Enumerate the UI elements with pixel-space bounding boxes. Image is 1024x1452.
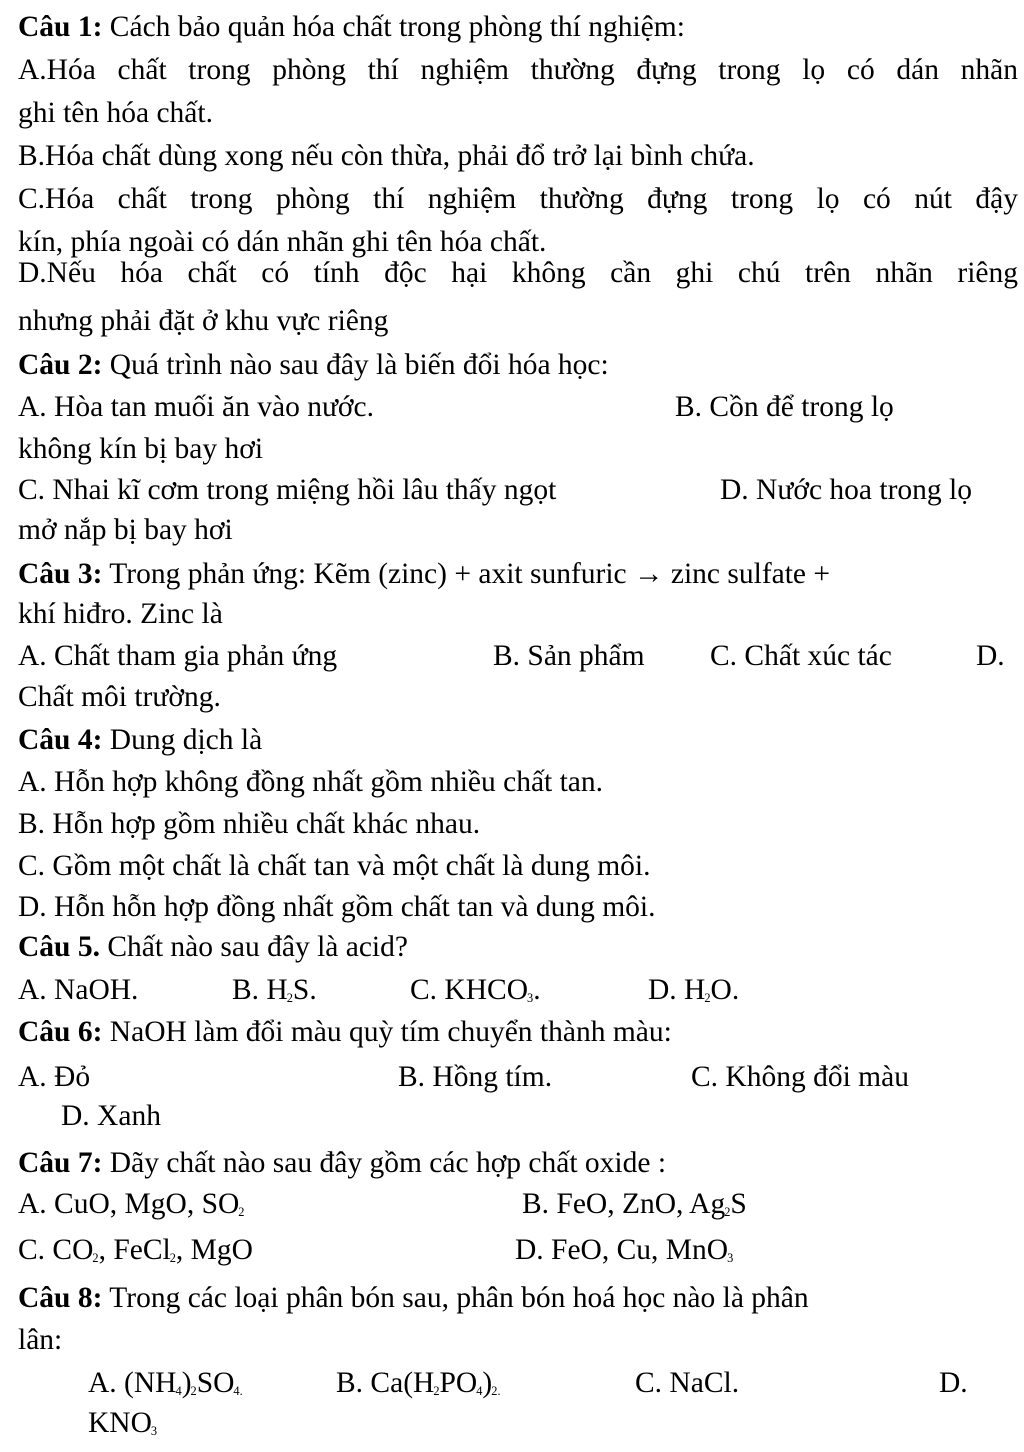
question-6-option-b: B. Hồng tím.	[398, 1061, 553, 1093]
question-5-stem	[18, 929, 1018, 965]
question-3-stem	[18, 556, 1018, 592]
question-6-option-c: C. Không đổi màu	[691, 1061, 909, 1093]
question-2-option-a: A. Hòa tan muối ăn vào nước.	[18, 391, 375, 423]
question-7-option-d: D. FeO, Cu, MnO3	[515, 1234, 734, 1266]
question-8-option-d-label: D.	[939, 1367, 968, 1399]
question-7-label: Câu 7:	[18, 1147, 103, 1179]
question-1-label: Câu 1:	[18, 11, 103, 43]
question-3-option-d-cont: Chất môi trường.	[18, 681, 221, 713]
question-6-text: NaOH làm đổi màu quỳ tím chuyển thành màu:	[102, 1016, 672, 1048]
question-5-option-c: C. KHCO3.	[410, 974, 541, 1006]
question-7-option-a: A. CuO, MgO, SO2	[18, 1188, 245, 1220]
question-2-option-d: D. Nước hoa trong lọ	[720, 474, 972, 506]
question-8-option-a: A. (NH4)2SO4.	[88, 1367, 243, 1399]
question-7-option-c: C. CO2, FeCl2, MgO	[18, 1234, 253, 1266]
question-3-option-a: A. Chất tham gia phản ứng	[18, 640, 338, 672]
question-2-label: Câu 2:	[18, 349, 103, 381]
question-5-option-b: B. H2S.	[232, 974, 317, 1006]
question-1-option-a-line2: ghi tên hóa chất.	[18, 97, 213, 129]
question-8-stem-cont: lân:	[18, 1324, 63, 1356]
question-5-option-d: D. H2O.	[648, 974, 740, 1006]
question-8-label: Câu 8:	[18, 1282, 103, 1314]
question-1-option-c-line1: C.Hóa chất trong phòng thí nghiệm thường đựng trong lọ có nút đậy	[18, 183, 1018, 215]
question-8-stem	[18, 1280, 1018, 1316]
question-1-text: Cách bảo quản hóa chất trong phòng thí nghiệm:	[102, 11, 685, 43]
question-1-option-a-line1: A.Hóa chất trong phòng thí nghiệm thường đựng trong lọ có dán nhãn	[18, 54, 1018, 86]
question-1-option-b: B.Hóa chất dùng xong nếu còn thừa, phải đổ trở lại bình chứa.	[18, 140, 755, 172]
question-6-option-a: A. Đỏ	[18, 1061, 91, 1093]
question-2-option-c: C. Nhai kĩ cơm trong miệng hồi lâu thấy ngọt	[18, 474, 557, 506]
question-1-stem	[18, 9, 1018, 45]
question-4-option-d: D. Hỗn hỗn hợp đồng nhất gồm chất tan và dung môi.	[18, 891, 656, 923]
question-7-text: Dãy chất nào sau đây gồm các hợp chất oxide :	[102, 1147, 667, 1179]
question-4-option-a: A. Hỗn hợp không đồng nhất gồm nhiều chất tan.	[18, 766, 604, 798]
question-8-text: Trong các loại phân bón sau, phân bón hoá học nào là phân	[102, 1282, 809, 1314]
question-2-option-b-cont: không kín bị bay hơi	[18, 433, 264, 465]
question-3-option-d: D.	[976, 640, 1005, 672]
question-3-option-c: C. Chất xúc tác	[710, 640, 892, 672]
question-8-option-b: B. Ca(H2PO4)2.	[336, 1367, 501, 1399]
question-6-stem	[18, 1014, 1018, 1050]
question-8-option-c: C. NaCl.	[635, 1367, 740, 1399]
question-5-option-a: A. NaOH.	[18, 974, 139, 1006]
question-5-label: Câu 5.	[18, 931, 100, 963]
question-1-option-d-line2: nhưng phải đặt ở khu vực riêng	[18, 305, 389, 337]
question-2-option-d-cont: mở nắp bị bay hơi	[18, 514, 233, 546]
question-4-option-b: B. Hỗn hợp gồm nhiều chất khác nhau.	[18, 808, 481, 840]
question-4-text: Dung dịch là	[102, 724, 263, 756]
question-2-text: Quá trình nào sau đây là biến đổi hóa học:	[102, 349, 609, 381]
question-7-stem	[18, 1145, 1018, 1181]
question-8-option-d: KNO3	[88, 1407, 158, 1439]
question-5-text: Chất nào sau đây là acid?	[99, 931, 408, 963]
question-3-stem-cont: khí hiđro. Zinc là	[18, 598, 223, 630]
question-7-option-b: B. FeO, ZnO, Ag2S	[522, 1188, 747, 1220]
question-2-stem	[18, 347, 1018, 383]
question-4-option-c: C. Gồm một chất là chất tan và một chất là dung môi.	[18, 850, 651, 882]
question-6-option-d: D. Xanh	[61, 1100, 161, 1132]
question-6-label: Câu 6:	[18, 1016, 103, 1048]
question-4-label: Câu 4:	[18, 724, 103, 756]
question-3-option-b: B. Sản phẩm	[493, 640, 645, 672]
question-4-stem	[18, 722, 1018, 758]
question-3-label: Câu 3:	[18, 558, 103, 590]
question-1-option-c-line2: kín, phía ngoài có dán nhãn ghi tên hóa chất.	[18, 226, 547, 258]
question-2-option-b: B. Cồn để trong lọ	[675, 391, 894, 423]
question-3-text: Trong phản ứng: Kẽm (zinc) + axit sunfuric → zinc sulfate +	[102, 558, 831, 590]
question-1-option-d-line1: D.Nếu hóa chất có tính độc hại không cần ghi chú trên nhãn riêng	[18, 257, 1018, 289]
